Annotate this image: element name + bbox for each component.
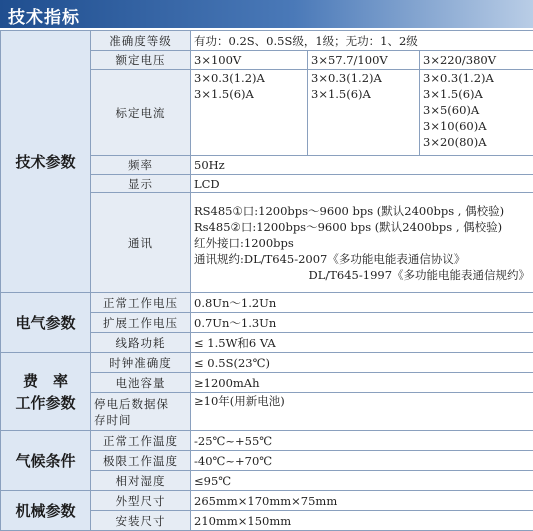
label-data-retention: 停电后数据保 存时间	[91, 393, 191, 431]
comm-line-protocol-1997: DL/T645-1997《多功能电能表通信规约》	[194, 267, 530, 283]
label-battery: 电池容量	[91, 373, 191, 393]
category-electrical: 电气参数	[1, 293, 91, 353]
row-normal-temp	[1, 431, 533, 451]
comm-line-protocol-2007: 通讯规约:DL/T645-2007《多功能电能表通信协议》	[194, 251, 530, 267]
value-extended-voltage: 0.7Un～1.3Un	[191, 313, 533, 333]
value-data-retention: ≥10年(用新电池)	[191, 393, 533, 431]
label-limit-temp: 极限工作温度	[91, 451, 191, 471]
value-outer-size: 265mm×170mm×75mm	[191, 491, 533, 511]
spec-table	[0, 30, 533, 531]
label-display: 显示	[91, 175, 191, 193]
value-install-size: 210mm×150mm	[191, 511, 533, 531]
value-communication	[191, 193, 533, 293]
value-clock-accuracy: ≤ 0.5S(23℃)	[191, 353, 533, 373]
label-power-consumption: 线路功耗	[91, 333, 191, 353]
label-normal-temp: 正常工作温度	[91, 431, 191, 451]
row-outer-size	[1, 491, 533, 511]
value-humidity: ≤95℃	[191, 471, 533, 491]
value-normal-voltage: 0.8Un～1.2Un	[191, 293, 533, 313]
label-clock-accuracy: 时钟准确度	[91, 353, 191, 373]
category-climate: 气候条件	[1, 431, 91, 491]
value-display: LCD	[191, 175, 533, 193]
label-accuracy: 准确度等级	[91, 31, 191, 51]
value-voltage-3: 3×220/380V	[420, 51, 533, 70]
comm-line-rs485-2: Rs485②口:1200bps～9600 bps (默认2400bps , 偶校验)	[194, 219, 530, 235]
label-voltage: 额定电压	[91, 51, 191, 70]
value-accuracy: 有功：0.2S、0.5S级，1级；无功：1、2级	[191, 31, 533, 51]
comm-line-rs485-1: RS485①口:1200bps～9600 bps (默认2400bps , 偶校验)	[194, 203, 530, 219]
value-current-3: 3×0.3(1.2)A 3×1.5(6)A 3×5(60)A 3×10(60)A 3×20(80)A	[420, 70, 533, 156]
row-accuracy	[1, 31, 533, 51]
value-battery: ≥1200mAh	[191, 373, 533, 393]
value-normal-temp: -25℃~+55℃	[191, 431, 533, 451]
label-install-size: 安装尺寸	[91, 511, 191, 531]
title-bar	[0, 0, 533, 28]
label-humidity: 相对湿度	[91, 471, 191, 491]
row-normal-voltage	[1, 293, 533, 313]
category-tariff: 费 率 工作参数	[1, 353, 91, 431]
value-voltage-2: 3×57.7/100V	[308, 51, 420, 70]
value-frequency: 50Hz	[191, 156, 533, 175]
value-voltage-1: 3×100V	[191, 51, 308, 70]
category-tech: 技术参数	[1, 31, 91, 293]
value-current-2: 3×0.3(1.2)A 3×1.5(6)A	[308, 70, 420, 156]
label-frequency: 频率	[91, 156, 191, 175]
page-title: 技术指标	[8, 3, 80, 28]
value-power-consumption: ≤ 1.5W和6 VA	[191, 333, 533, 353]
value-limit-temp: -40℃~+70℃	[191, 451, 533, 471]
value-current-1: 3×0.3(1.2)A 3×1.5(6)A	[191, 70, 308, 156]
label-normal-voltage: 正常工作电压	[91, 293, 191, 313]
label-outer-size: 外型尺寸	[91, 491, 191, 511]
category-mechanical: 机械参数	[1, 491, 91, 531]
label-extended-voltage: 扩展工作电压	[91, 313, 191, 333]
label-current: 标定电流	[91, 70, 191, 156]
label-communication: 通讯	[91, 193, 191, 293]
comm-line-infrared: 红外接口:1200bps	[194, 235, 530, 251]
row-clock-accuracy	[1, 353, 533, 373]
